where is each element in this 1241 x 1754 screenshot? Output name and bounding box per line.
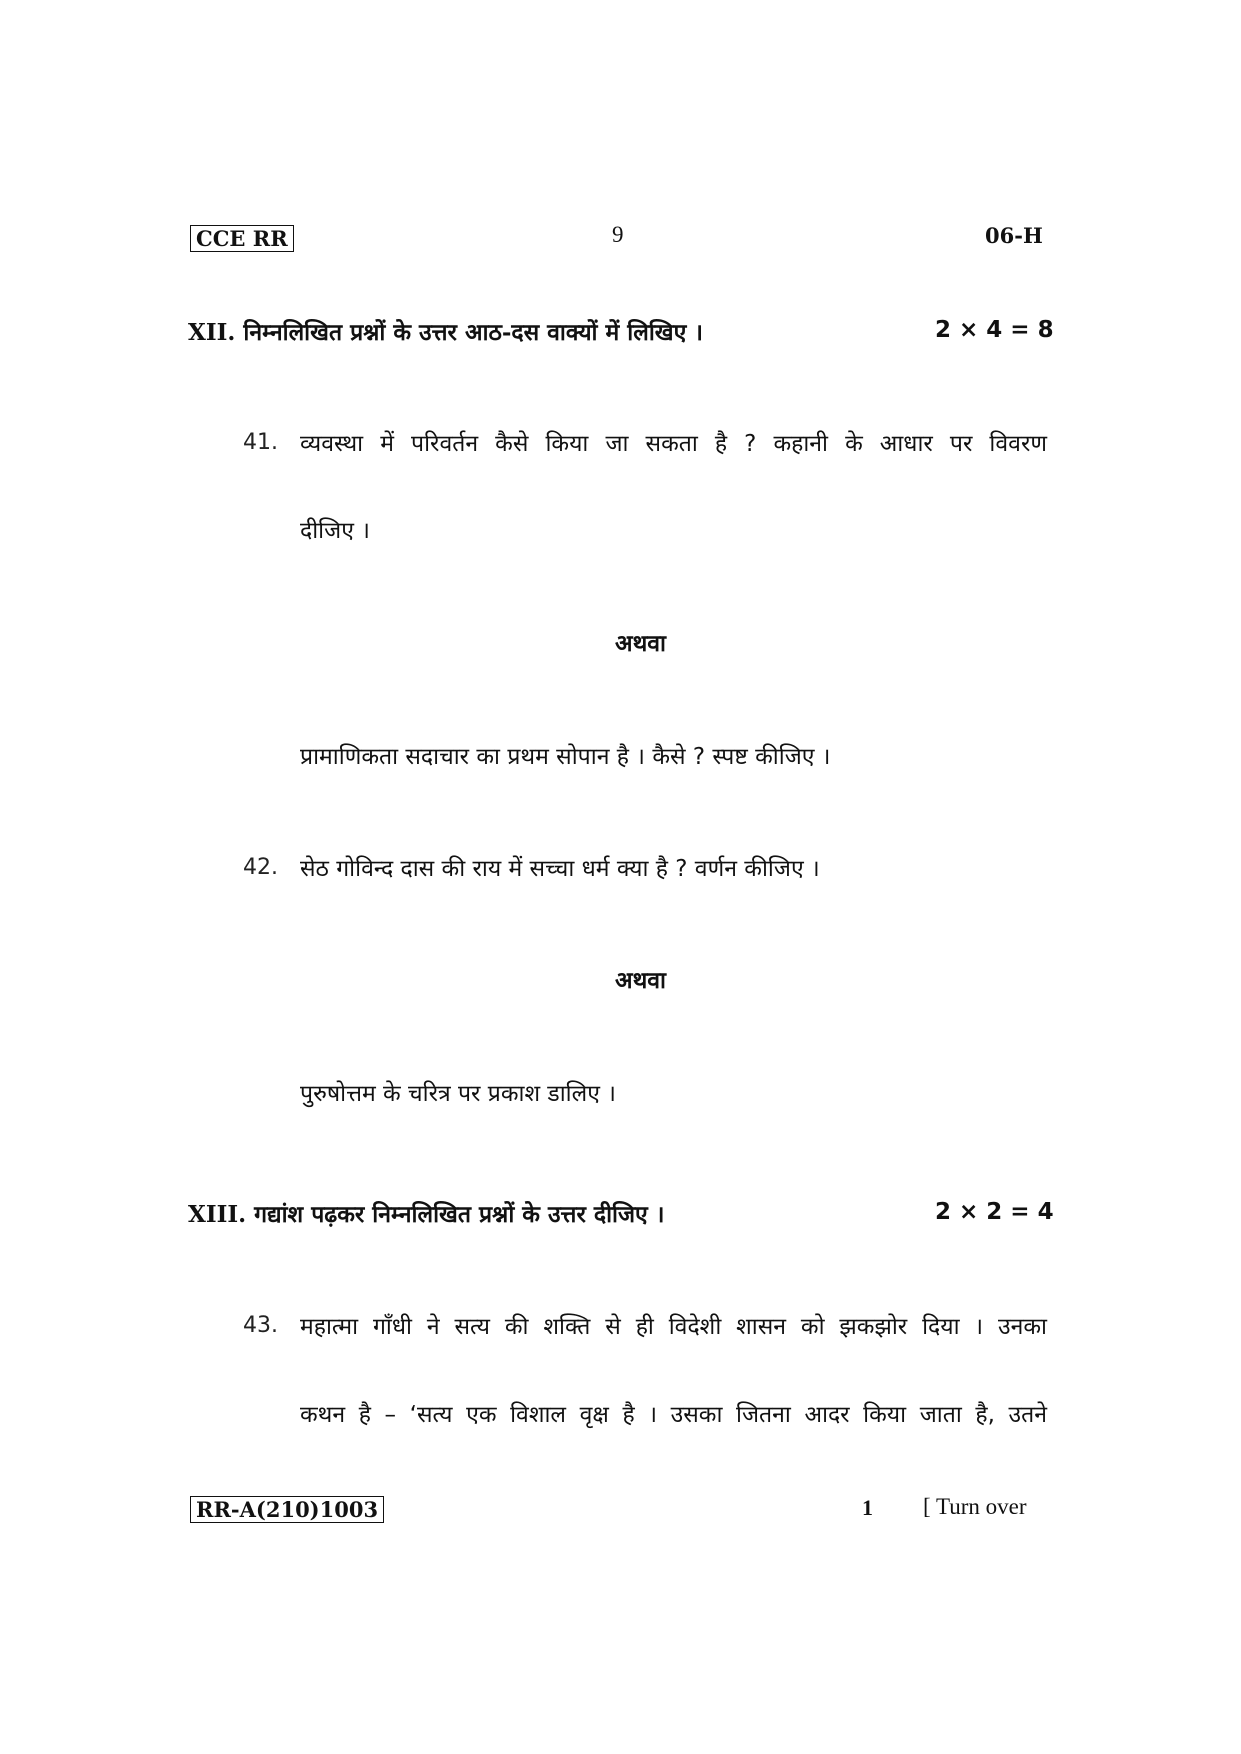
question-43-line-2: कथन है – ‘सत्य एक विशाल वृक्ष है । उसका जितना आदर किया जाता है, उतने [300, 1402, 1047, 1428]
question-42-alternative: पुरुषोत्तम के चरित्र पर प्रकाश डालिए । [300, 1081, 616, 1107]
question-42-line-1: सेठ गोविन्द दास की राय में सच्चा धर्म क्या है ? वर्णन कीजिए । [300, 856, 820, 882]
section-xiii-heading [188, 1197, 665, 1229]
question-41-number: 41. [243, 430, 278, 455]
question-42-number: 42. [243, 855, 278, 880]
or-label-41: अथवा [615, 631, 667, 657]
or-label-42: अथवा [615, 968, 667, 994]
section-xiii-instruction: गद्यांश पढ़कर निम्नलिखित प्रश्नों के उत्तर दीजिए । [254, 1201, 665, 1228]
subject-code: 06-H [985, 223, 1043, 248]
section-xiii-label: XIII. [188, 1201, 247, 1228]
section-xii-instruction: निम्नलिखित प्रश्नों के उत्तर आठ-दस वाक्यों में लिखिए । [243, 319, 704, 346]
question-43-line-1: महात्मा गाँधी ने सत्य की शक्ति से ही विदेशी शासन को झकझोर दिया । उनका [300, 1314, 1047, 1340]
page-number: 9 [612, 222, 624, 247]
footer-code-box: RR-A(210)1003 [190, 1496, 384, 1523]
question-41-line-1: व्यवस्था में परिवर्तन कैसे किया जा सकता है ? कहानी के आधार पर विवरण [300, 431, 1047, 457]
question-43-number: 43. [243, 1313, 278, 1338]
section-xiii-marks: 2 × 2 = 4 [935, 1199, 1054, 1225]
question-41-alternative: प्रामाणिकता सदाचार का प्रथम सोपान है । कैसे ? स्पष्ट कीजिए । [300, 744, 831, 770]
footer-number: 1 [862, 1495, 873, 1520]
section-xii-label: XII. [188, 319, 236, 346]
section-xii-marks: 2 × 4 = 8 [935, 317, 1054, 343]
section-xii-heading [188, 315, 703, 347]
question-41-line-2: दीजिए । [300, 518, 370, 544]
turn-over-text: [ Turn over [923, 1494, 1027, 1519]
paper-code-box: CCE RR [190, 225, 294, 252]
